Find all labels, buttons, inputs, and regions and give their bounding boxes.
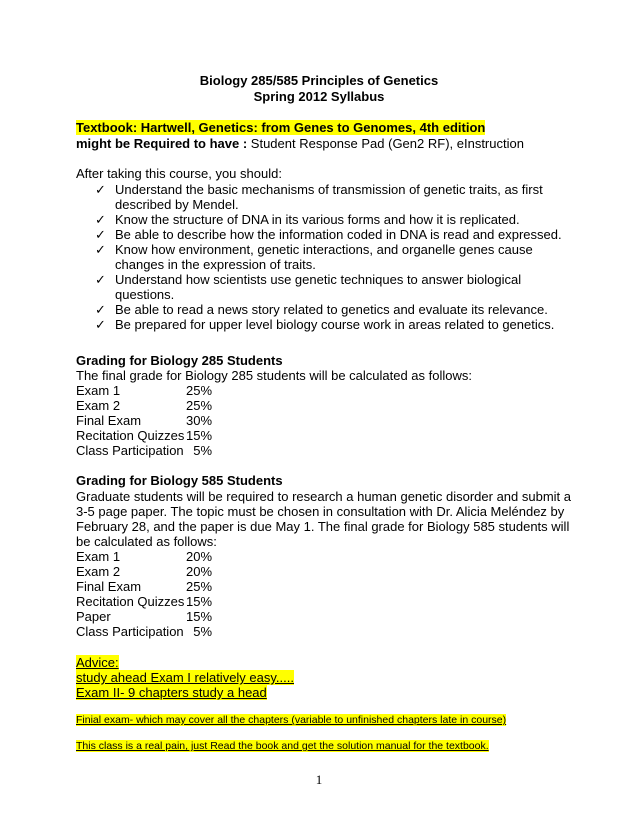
grade-row (76, 398, 213, 413)
grade-item: Class Participation (76, 624, 184, 639)
required-line (76, 136, 524, 151)
grade-pct: 25% (186, 398, 213, 413)
advice-note-text: Finial exam- which may cover all the chapters (variable to unfinished chapters late in course) (76, 714, 507, 726)
advice-line-1 (76, 670, 294, 685)
grade-item: Paper (76, 609, 111, 624)
grade-pct: 25% (186, 383, 213, 398)
objective-item-cont: described by Mendel. (115, 197, 239, 212)
advice-text: study ahead Exam I relatively easy..... (76, 670, 294, 685)
advice-line-2 (76, 685, 267, 700)
objective-item: Know the structure of DNA in its various forms and how it is replicated. (115, 212, 520, 227)
page-title: Biology 285/585 Principles of Genetics (199, 73, 439, 88)
check-icon: ✓ (95, 227, 106, 242)
grade-pct: 15% (186, 594, 213, 609)
check-icon: ✓ (95, 212, 106, 227)
objectives-intro: After taking this course, you should: (76, 166, 282, 181)
grade-item: Class Participation (76, 443, 184, 458)
grade-row (76, 564, 213, 579)
grading-285-intro: The final grade for Biology 285 students will be calculated as follows: (76, 368, 472, 383)
grade-pct: 25% (186, 579, 213, 594)
required-label: might be Required to have : (76, 136, 248, 151)
objective-item-cont: changes in the expression of traits. (115, 257, 316, 272)
grade-item: Final Exam (76, 413, 142, 428)
grading-585-para: Graduate students will be required to research a human genetic disorder and submit a (76, 489, 572, 504)
check-icon: ✓ (95, 317, 106, 332)
grade-pct: 5% (186, 443, 213, 458)
advice-note-1 (76, 713, 506, 728)
grade-pct: 15% (186, 428, 213, 443)
objective-item: Understand the basic mechanisms of transmission of genetic traits, as first (115, 182, 543, 197)
required-items: Student Response Pad (Gen2 RF), eInstruction (247, 136, 524, 151)
check-icon: ✓ (95, 302, 106, 317)
advice-note-text: This class is a real pain, just Read the book and get the solution manual for the textbook. (76, 740, 489, 752)
check-icon: ✓ (95, 242, 106, 257)
grade-row (76, 594, 213, 609)
objective-item: Know how environment, genetic interactions, and organelle genes cause (115, 242, 533, 257)
grade-item: Exam 2 (76, 398, 121, 413)
textbook-line (76, 120, 485, 135)
objective-item: Understand how scientists use genetic techniques to answer biological (115, 272, 522, 287)
grading-585-para: February 28, and the paper is due May 1. The final grade for Biology 585 students will (76, 519, 570, 534)
grade-pct: 30% (186, 413, 213, 428)
grade-pct: 20% (186, 564, 213, 579)
grade-row (76, 383, 213, 398)
grade-pct: 15% (186, 609, 213, 624)
objective-item: Be prepared for upper level biology course work in areas related to genetics. (115, 317, 555, 332)
grade-item: Recitation Quizzes (76, 428, 185, 443)
advice-label: Advice: (76, 655, 119, 670)
advice-text: Exam II- 9 chapters study a head (76, 685, 267, 700)
grade-item: Final Exam (76, 579, 142, 594)
check-icon: ✓ (95, 182, 106, 197)
page-subtitle: Spring 2012 Syllabus (253, 89, 385, 104)
grade-item: Exam 1 (76, 549, 121, 564)
grade-item: Exam 2 (76, 564, 121, 579)
textbook-text: Textbook: Hartwell, Genetics: from Genes to Genomes, 4th edition (76, 120, 486, 135)
check-icon: ✓ (95, 272, 106, 287)
objective-item-cont: questions. (115, 287, 175, 302)
grading-585-para: 3-5 page paper. The topic must be chosen in consultation with Dr. Alicia Meléndez by (76, 504, 565, 519)
advice-note-2 (76, 739, 489, 754)
advice-label-line (76, 655, 119, 670)
grading-285-heading: Grading for Biology 285 Students (76, 353, 283, 368)
page-number: 1 (315, 772, 323, 787)
grade-row (76, 624, 213, 639)
grade-pct: 20% (186, 549, 213, 564)
grade-item: Exam 1 (76, 383, 121, 398)
grading-585-heading: Grading for Biology 585 Students (76, 473, 283, 488)
grade-row (76, 413, 213, 428)
grade-row (76, 549, 213, 564)
grade-row (76, 579, 213, 594)
grading-585-para: be calculated as follows: (76, 534, 217, 549)
grade-item: Recitation Quizzes (76, 594, 185, 609)
grade-pct: 5% (186, 624, 213, 639)
grade-row (76, 443, 213, 458)
grade-row (76, 428, 213, 443)
grade-row (76, 609, 213, 624)
objective-item: Be able to describe how the information coded in DNA is read and expressed. (115, 227, 562, 242)
objective-item: Be able to read a news story related to genetics and evaluate its relevance. (115, 302, 548, 317)
